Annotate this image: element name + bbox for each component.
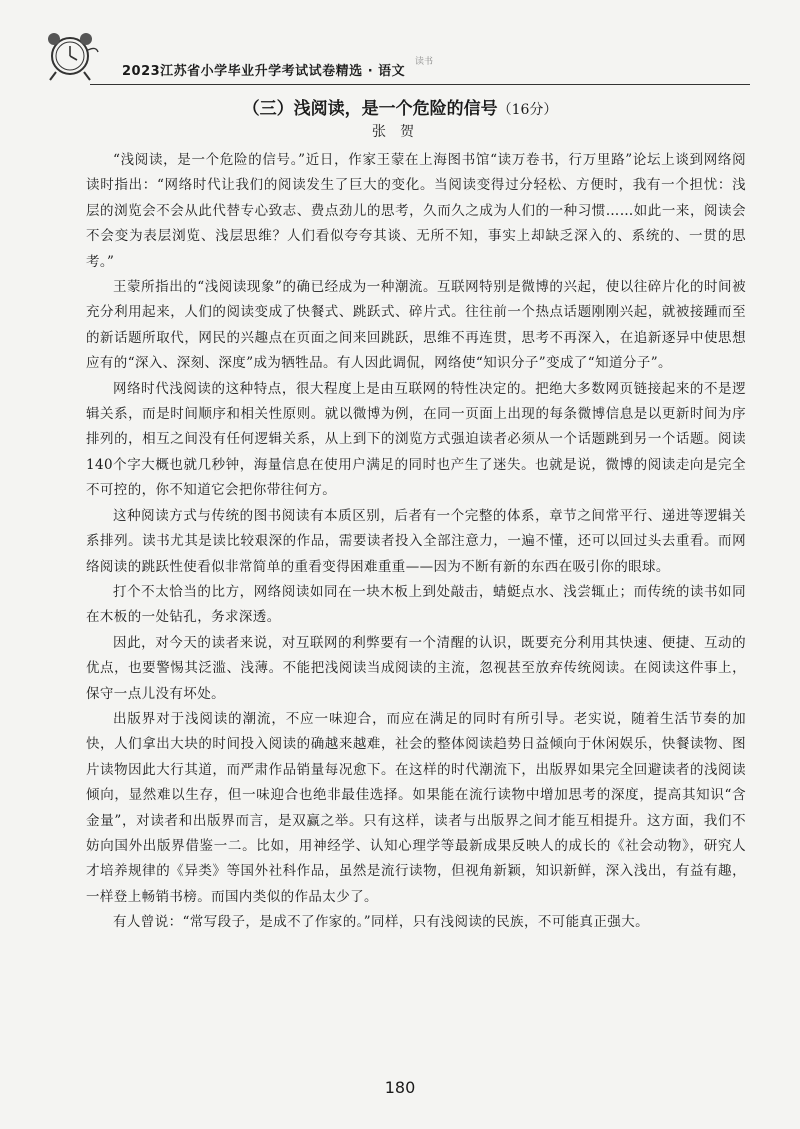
paragraph-5: 打个不太恰当的比方，网络阅读如同在一块木板上到处敲击，蜻蜓点水、浅尝辄止；而传统的读书如同在木板的一处钻孔，务求深透。 [86,583,746,626]
article-title [0,94,800,119]
paragraph-7: 出版界对于浅阅读的潮流，不应一味迎合，而应在满足的同时有所引导。老实说，随着生活节奏的加快，人们拿出大块的时间投入阅读的确越来越难，社会的整体阅读趋势日益倾向于休闲娱乐，快餐读物、图片读物因此大行其道，而严肃作品销量每况愈下。在这样的时代潮流下，出版界如果完全回避读者的浅阅读倾向，显然难以生存，但一味迎合也绝非最佳选择。如果能在流行读物中增加思考的深度，提高其知识“含金量”，对读者和出版界而言，是双赢之举。只有这样，读者与出版界之间才能互相提升。这方面，我们不妨向国外出版界借鉴一二。比如，用神经学、认知心理学等最新成果反映人的成长的《社会动物》，研究人才培养规律的《异类》等国外社科作品，虽然是流行读物，但视角新颖，知识新鲜，深入浅出，有益有趣，一样登上畅销书榜。而国内类似的作品太少了。 [86,710,746,905]
paragraph-6: 因此，对今天的读者来说，对互联网的利弊要有一个清醒的认识，既要充分利用其快速、便捷、互动的优点，也要警惕其泛滥、浅薄。不能把浅阅读当成阅读的主流，忽视甚至放弃传统阅读。在阅读这件事上，保守一点儿没有坏处。 [86,634,746,702]
paragraph-4: 这种阅读方式与传统的图书阅读有本质区别，后者有一个完整的体系，章节之间常平行、递进等逻辑关系排列。读书尤其是读比较艰深的作品，需要读者投入全部注意力，一遍不懂，还可以回过头去重看。而网络阅读的跳跃性使看似非常简单的重看变得困难重重——因为不断有新的东西在吸引你的眼球。 [86,507,746,575]
paragraph-3: 网络时代浅阅读的这种特点，很大程度上是由互联网的特性决定的。把绝大多数网页链接起来的不是逻辑关系，而是时间顺序和相关性原则。就以微博为例，在同一页面上出现的每条微博信息是以更新时间为序排列的，相互之间没有任何逻辑关系，从上到下的浏览方式强迫读者必须从一个话题跳到另一个话题。阅读140个字大概也就几秒钟，海量信息在使用户满足的同时也产生了迷失。也就是说，微博的阅读走向是完全不可控的，你不知道它会把你带往何方。 [86,380,746,499]
page-number: 180 [384,1078,416,1097]
page-header [30,18,770,88]
header-title: 2023江苏省小学毕业升学考试试卷精选 · 语文 [122,64,406,79]
header-watermark: 读书 [415,57,434,67]
paragraph-1: “浅阅读，是一个危险的信号。”近日，作家王蒙在上海图书馆“读万卷书，行万里路”论坛上谈到网络阅读时指出：“网络时代让我们的阅读发生了巨大的变化。当阅读变得过分轻松、方便时，我有一个担忧：浅层的浏览会不会从此代替专心致志、费点劲儿的思考，久而久之成为人们的一种习惯……如此一来，阅读会不会变为表层浏览、浅层思维？人们看似夸夸其谈、无所不知，事实上却缺乏深入的、系统的、一贯的思考。” [86,152,746,270]
paragraph-8: 有人曾说：“常写段子，是成不了作家的。”同样，只有浅阅读的民族，不可能真正强大。 [113,914,650,931]
paragraph-2: 王蒙所指出的“浅阅读现象”的确已经成为一种潮流。互联网特别是微博的兴起，使以往碎片化的时间被充分利用起来，人们的阅读变成了快餐式、跳跃式、碎片式。往往前一个热点话题刚刚兴起，就被接踵而至的新话题所取代，网民的兴趣点在页面之间来回跳跃，思维不再连贯，思考不再深入，在追新逐异中使思想应有的“深入、深刻、深度”成为牺牲品。有人因此调侃，网络使“知识分子”变成了“知道分子”。 [86,279,746,372]
alarm-clock-logo-icon [40,22,100,82]
article-body [86,148,746,936]
article-author: 张贺 [372,124,428,140]
article-points: （16分） [497,102,558,118]
header-divider [90,84,750,85]
article-title-text: （三）浅阅读，是一个危险的信号 [242,99,498,119]
